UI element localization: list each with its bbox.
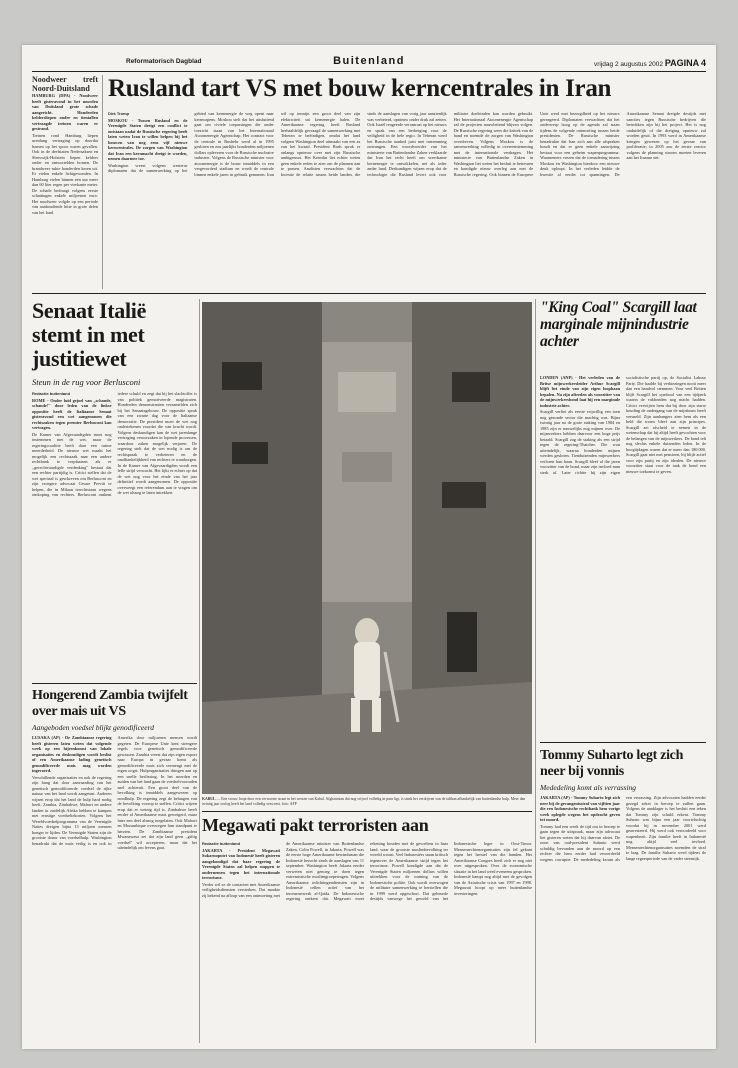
megawati-body: Verder wil ze de contacten met Amerikaanse veiligheidsdiensten versterken. Dat maakte zij bekend na afloop van een ontmoeting met de Amerikaanse minister van Buitenlandse Zaken, Colin Powell, in Jakarta. Powell was de eerste hoge Amerikaanse bewindsman die Indonesië bezocht sinds de aanslagen van 11 september. Washington heeft Jakarta eerder verweten niet genoeg te doen tegen extremistische moslimgroeperingen. Volgens Amerikaanse inlichtingendiensten zijn in Indonesië cellen actief van het terreurnetwerk al-Qaida. De Indonesische regering ontkent dat. Megawati moet rekening houden met de gevoelens in haar land, waar de grootste moslimbevolking ter wereld woont. Veel Indonesiërs staan kritisch tegenover de Amerikaanse strijd tegen het terrorisme. Powell kondigde aan dat de Verenigde Staten miljoenen dollars willen uittrekken voor de training van de Indonesische politie. Ook wordt overwogen de militaire samenwerking te herstellen die in 1999 werd opgeschort. Dat gebeurde destijds vanwege het geweld van het Indonesische leger in Oost-Timor. Mensenrechtenorganisaties zijn fel gekant tegen het herstel van die banden. Het Amerikaanse Congres heeft zich er nog niet over uitgesproken. Over de economische situatie in het land werd eveneens gesproken. Indonesië kampt nog altijd met de gevolgen van de Aziatische crisis van 1997 en 1998. Megawati hoopt op meer buitenlandse investeringen. — [202, 841, 532, 901]
header-rule — [32, 71, 706, 72]
scargill-body: Scargill verliet als eerste vrijwillig een toen nog gezonde sector die machtig was. Bijna twintig jaar na de grote staking van 1984 en 1985 zijn er nauwelijks nog mijnen over. De mijnwerkers hebben daarvoor een hoge prijs betaald. Scargill zag de staking als een strijd tegen de regering-Thatcher. Die won uiteindelijk, waarna honderden mijnen werden gesloten. Tienduizenden mijnwerkers verloren hun baan. Scargill bleef al die jaren voorzitter van de bond, maar zijn invloed nam sterk af. Later richtte hij zijn eigen socialistische partij op, de Socialist Labour Party. Die haalde bij verkiezingen nooit meer dan een handvol stemmen. Voor veel Britten blijft Scargill het symbool van een tijdperk waarin de vakbonden nog macht hadden. Critici verwijten hem dat hij door zijn starre houding de ondergang van de mijnbouw heeft versneld. Zijn aanhangers zien hem als een held die trouw bleef aan zijn principes. Scargill zei afscheid te nemen in de wetenschap dat hij altijd heeft gevochten voor de belangen van de mijnwerkers. De bond telt nog slechts enkele duizenden leden. In de hoogtijdagen waren dat er meer dan 180.000. Scargill gaat niet met pensioen, hij blijft actief voor zijn partij en zijn idealen. De nieuwe voorzitter staat voor de taak de bond een nieuwe toekomst te geven. — [540, 375, 706, 475]
newspaper-page — [22, 45, 716, 1049]
lead-byline: Dirk Tromp — [108, 111, 130, 116]
lead-article — [108, 111, 706, 289]
italy-lead: ROME - Onder luid gejoel van ,,schande, schande!'' door leden van de linkse oppositie heeft de Italiaanse Senaat gisteravond een wet aangenomen die rechtszaken tegen premier Berlusconi kan vertragen. — [32, 397, 112, 430]
zambia-subhead: Aangeboden voedsel blijkt genodificeerd — [32, 723, 154, 732]
italy-body: De Kamer van Afgevaardigden moet nog instemmen met de wet, maar de regeringscoalitie heeft daar een ruime meerderheid. De nieuwe wet maakt het mogelijk een rechtszaak naar een andere rechtbank te verplaatsen als er ,,gerechtvaardigde verdenking'' bestaat dat een rechter partijdig is. Critici stellen dat de wet speciaal is geschreven om Berlusconi en zijn vroegere advocaat Cesare Previti te helpen, die in Milaan terechtstaan wegens omkoping van rechters. Berlusconi ontkent iedere schuld en zegt dat hij het slachtoffer is van politiek gemotiveerde magistraten. Honderden demonstranten verzamelden zich bij het Senaatsgebouw. De oppositie sprak van een zwarte dag voor de Italiaanse democratie. De president moet de wet nog ondertekenen voordat die van kracht wordt. Volgens deskundigen kan de wet jarenlange vertraging veroorzaken in lopende processen, waardoor zaken mogelijk verjaren. De regering stelt dat de wet nodig is om de rechtspraak te verbeteren en de onafhankelijkheid van rechters te waarborgen. In de Kamer van Afgevaardigden wordt een felle strijd verwacht. Het lijkt er echter op dat de wet nog voor het einde van het jaar definitief wordt aangenomen. De oppositie overweegt een referendum aan te vragen om de wet alsnog te laten intrekken. — [32, 391, 197, 497]
kabul-photo — [202, 302, 532, 794]
zambia-headline: Hongerend Zambia twijfelt over mais uit VS — [32, 688, 188, 719]
zambia-article — [32, 735, 197, 1043]
megawati-byline: Redactie buitenland — [202, 841, 241, 846]
suharto-article — [540, 795, 706, 1043]
suharto-lead: JAKARTA (AP) - Tommy Suharto legt zich neer bij de gevangenisstraf van vijftien jaar die een Indonesische rechtbank hem vorige week oplegde wegens het opdracht geven tot moord. — [540, 795, 620, 822]
ruins-image — [202, 302, 532, 794]
scargill-article — [540, 375, 706, 737]
suharto-headline: Tommy Suharto legt zich neer bij vonnis — [540, 748, 684, 779]
italy-headline: Senaat Italië stemt in met justitiewet — [32, 298, 147, 371]
lead-headline: Rusland tart VS met bouw kerncentrales in Iran — [108, 75, 612, 102]
megawati-article — [202, 841, 532, 1043]
caption-text: Een vrouw loopt door een verwoeste straat in het westen van Kabul. Afghanistan dat nog vrijwel volledig in puin ligt, is sinds het verdrijven van de taliban afhankelijk van buitenlandse hulp. Meer dan twintig jaar oorlog heeft het land volledig verwoest. — [202, 797, 526, 806]
lead-body: Washington vreest volgens westerse diplomaten dat de samenwerking op het gebied van kernenergie de weg opent naar kernwapens. Moskou stelt dat het uitsluitend gaat om civiele toepassingen die onder toezicht staan van het Internationaal Atoomenergie Agentschap. Het contract voor de centrale in Bushehr werd al in 1995 gesloten en zou jaarlijks honderden miljoenen dollars opleveren voor de Russische nucleaire industrie. Volgens de Russische minister voor atoomenergie is de bouw inmiddels in een vergevorderd stadium en wordt de centrale binnen enkele jaren in gebruik genomen. Iran wil op termijn een groot deel van zijn elektriciteit uit kernenergie halen. De Amerikaanse regering heeft Rusland herhaaldelijk gevraagd de samenwerking met Teheran te beëindigen, omdat het land volgens Washington deel uitmaakt van een as van het kwaad. President Bush sprak er onlangs opnieuw over met zijn Russische ambtgenoot. Het Kremlin liet echter weten geen enkele reden te zien om de plannen aan te passen. Analisten verwachten dat de kwestie de relatie tussen beide landen, die sinds de aanslagen van vorig jaar aanzienlijk was verbeterd, opnieuw onder druk zal zetten. Ook Israël reageerde verontrust op het nieuws en sprak van een bedreiging voor de veiligheid in de hele regio. In Teheran werd het Russische aanbod juist met instemming ontvangen. Een woordvoerder van het ministerie van Buitenlandse Zaken verklaarde dat Iran het recht heeft om vreedzame kernenergie te ontwikkelen, net als ieder ander land. Deskundigen wijzen erop dat de technologie die Rusland levert ook voor militaire doeleinden kan worden gebruikt. Het Internationaal Atoomenergie Agentschap zal de projecten nauwlettend blijven volgen. De Russische regering wees die kritiek van de hand en noemde de zorgen van Washington overdreven. Volgens Moskou is de samenwerking volledig in overeenstemming met de internationale verdragen. Het ministerie van Buitenlandse Zaken in Washington liet weten het besluit te betreuren en kondigde nieuw overleg aan met de Russische regering. Ook binnen de Europese Unie werd met bezorgdheid op het nieuws gereageerd. Diplomaten verwachten dat het onderwerp hoog op de agenda zal staan tijdens de volgende ontmoeting tussen beide presidenten. De Russische minister benadrukte dat Iran zich aan alle afspraken houdt en dat er geen enkele aanwijzing bestaat voor een geheim wapenprogramma. Waarnemers vrezen dat de toenadering tussen Moskou en Washington hierdoor een nieuwe deuk oploopt. In het verleden leidde de kwestie al eerder tot spanningen. De Amerikaanse Senaat dreigde destijds met sancties tegen Russische bedrijven die betrokken zijn bij het project. Het is nog onduidelijk of die dreiging opnieuw zal worden geuit. In 1993 werd in Amerikaanse kringen gewezen op het gevaar van proliferatie; in 2005 zou de eerste reactor volgens de planning stroom moeten leveren aan het Iraanse net. — [108, 111, 706, 177]
megawati-headline: Megawati pakt terroristen aan — [202, 815, 429, 835]
megawati-lead: JAKARTA - President Megawati Sukarnoputri van Indonesië heeft gisteren aangekondigd dat haar regering de Verenigde Staten zal helpen stappen te ondernemen tegen het internationale terrorisme. — [202, 847, 280, 880]
scargill-headline: "King Coal" Scargill laat marginale mijnindustrie achter — [540, 299, 697, 350]
brief-article — [32, 75, 98, 289]
suharto-subhead: Mededeling komt als verrassing — [540, 783, 637, 792]
suharto-body: Tommy had een week de tijd om in beroep te gaan tegen de uitspraak, maar zijn advocaat liet gisteren weten dat hij daarvan afziet. De zoon van oud-president Suharto werd schuldig bevonden aan de moord op een rechter die hem eerder had veroordeeld wegens corruptie. De mededeling kwam als een verrassing. Zijn advocaten hadden eerder gezegd zeker in beroep te zullen gaan. Volgens de aanklager is het besluit een teken dat Tommy zijn schuld erkent. Tommy Suharto was bijna een jaar voortvluchtig voordat hij in november 2001 werd gearresteerd. Hij werd ook veroordeeld voor wapenbezit. Zijn familie heeft in Indonesië nog altijd veel invloed. Mensenrechtenorganisaties noemden de straf te laag. De familie Suharto werd tijdens de lange regeerperiode van de vader steenrijk. — [540, 795, 706, 862]
date-line: vrijdag 2 augustus 2002 PAGINA 4 — [593, 58, 706, 68]
section-title: Buitenland — [333, 55, 405, 67]
brief-body: Treinen rond Hamburg liepen urenlang vertraging op doordat bomen op het spoor waren gevallen. Ook in de deelstaten Nedersaksen en Sleeswijk-Holstein liepen kelders onder en ontwortelden bomen. De brandweer rukte honderden keren uit. Er vielen enkele lichtgewonden. In Hamburg vielen binnen een uur meer dan 60 liter regen per vierkante meter. De schade bedraagt volgens eerste schattingen enkele miljoenen euro. Het noodweer volgde op een periode van aanhoudende hitte in grote delen van het land. — [32, 132, 98, 215]
brief-lead: HAMBURG (DPA) - Noodweer heeft gisteravond in het noorden van Duitsland grote schade aangericht. Honderden keldersliepen onder en tientallen vertraagde treinen waren er gestrand. — [32, 93, 98, 131]
page-header — [32, 55, 706, 69]
source-label: Reformatorisch Dagblad — [126, 58, 202, 65]
zambia-lead: LUSAKA (AP) - De Zambiaanse regering heeft gisteren laten weten dat volgende week op een bijeenkomst van lokale organisaties en deskundigen wordt beslist of een Amerikaanse lading genetisch gemodificeerde mais mag worden ingevoerd. — [32, 735, 112, 773]
italy-byline: Redactie buitenland — [32, 391, 71, 396]
italy-subhead: Steun in de rug voor Berlusconi — [32, 377, 141, 387]
scargill-lead: LONDEN (ANP) - Het verleden van de Britse mijnwerkersleider Arthur Scargill blijft het einde van zijn eigen loopbaan bepalen. Na zijn aftreden als voorzitter van de mijnwerkersbond laat hij een marginale industrie achter. — [540, 375, 620, 408]
brief-headline: Noodweer treft Noord-Duitsland — [32, 75, 98, 93]
photo-caption: KABUL — Een vrouw loopt door een verwoeste straat in het westen van Kabul. Afghanistan dat nog vrijwel volledig in puin ligt, is sinds het verdrijven van de taliban afhankelijk van buitenlandse hulp. Meer dan twintig jaar oorlog heeft het land volledig verwoest. foto: AFP — [202, 797, 526, 806]
zambia-body: Verschillende organisaties en ook de regering zijn bang dat door aanvaarding van het genetisch gemodificeerde voedsel de rijke natuur van het land wordt aangetast. Anderen wijzen erop dat het land de hulp hard nodig heeft. Zambia, Zimbabwe, Malawi en andere landen in zuidelijk Afrika hebben te kampen met ernstige voedseltekorten. Volgens het Wereldvoedselprogramma van de Verenigde Naties dreigen bijna 13 miljoen mensen honger te lijden. De Verenigde Staten zijn de grootste donor van voedselhulp. Washington benadrukt dat de mais veilig is en ook in Amerika door miljoenen mensen wordt gegeten. De Europese Unie kent strengere regels voor genetisch gemodificeerde gewassen. Zambia vreest dat zijn eigen export naar Europa in gevaar komt als gemodificeerde mais zich vermengt met de eigen oogst. Hulporganisaties dringen aan op een snelle beslissing. In het noorden en zuiden van het land gaan de voedselvoorraden snel achteruit. Een groot deel van de bevolking is inmiddels aangewezen op noodhulp. De regering zegt de belangen van de bevolking voorop te stellen. Critici wijzen erop dat er weinig tijd is. Zimbabwe heeft eerder al Amerikaanse mais geweigerd, maar later een deel alsnog toegelaten. Ook Malawi en Mozambique overwegen hun standpunt te herzien. De Zambiaanse president Mwanawasa zei dat zijn land geen ,,giftig voedsel'' wil accepteren, maar dat het uiteindelijk om levens gaat. — [32, 735, 197, 850]
caption-label: KABUL — [202, 797, 216, 801]
photo-credit: foto: AFP — [281, 801, 297, 806]
lead-intro: MOSKOU - Tussen Rusland en de Verenigde Staten dreigt een conflict te ontstaan nadat de Russische regering heeft laten weten Iran te willen helpen bij het bouwen van nog eens vijf nieuwe kerncentrales. De zorgen van Washington dat Iran een kernmacht dreigt te worden, nemen daarmee toe. — [108, 117, 188, 161]
italy-article — [32, 391, 197, 679]
